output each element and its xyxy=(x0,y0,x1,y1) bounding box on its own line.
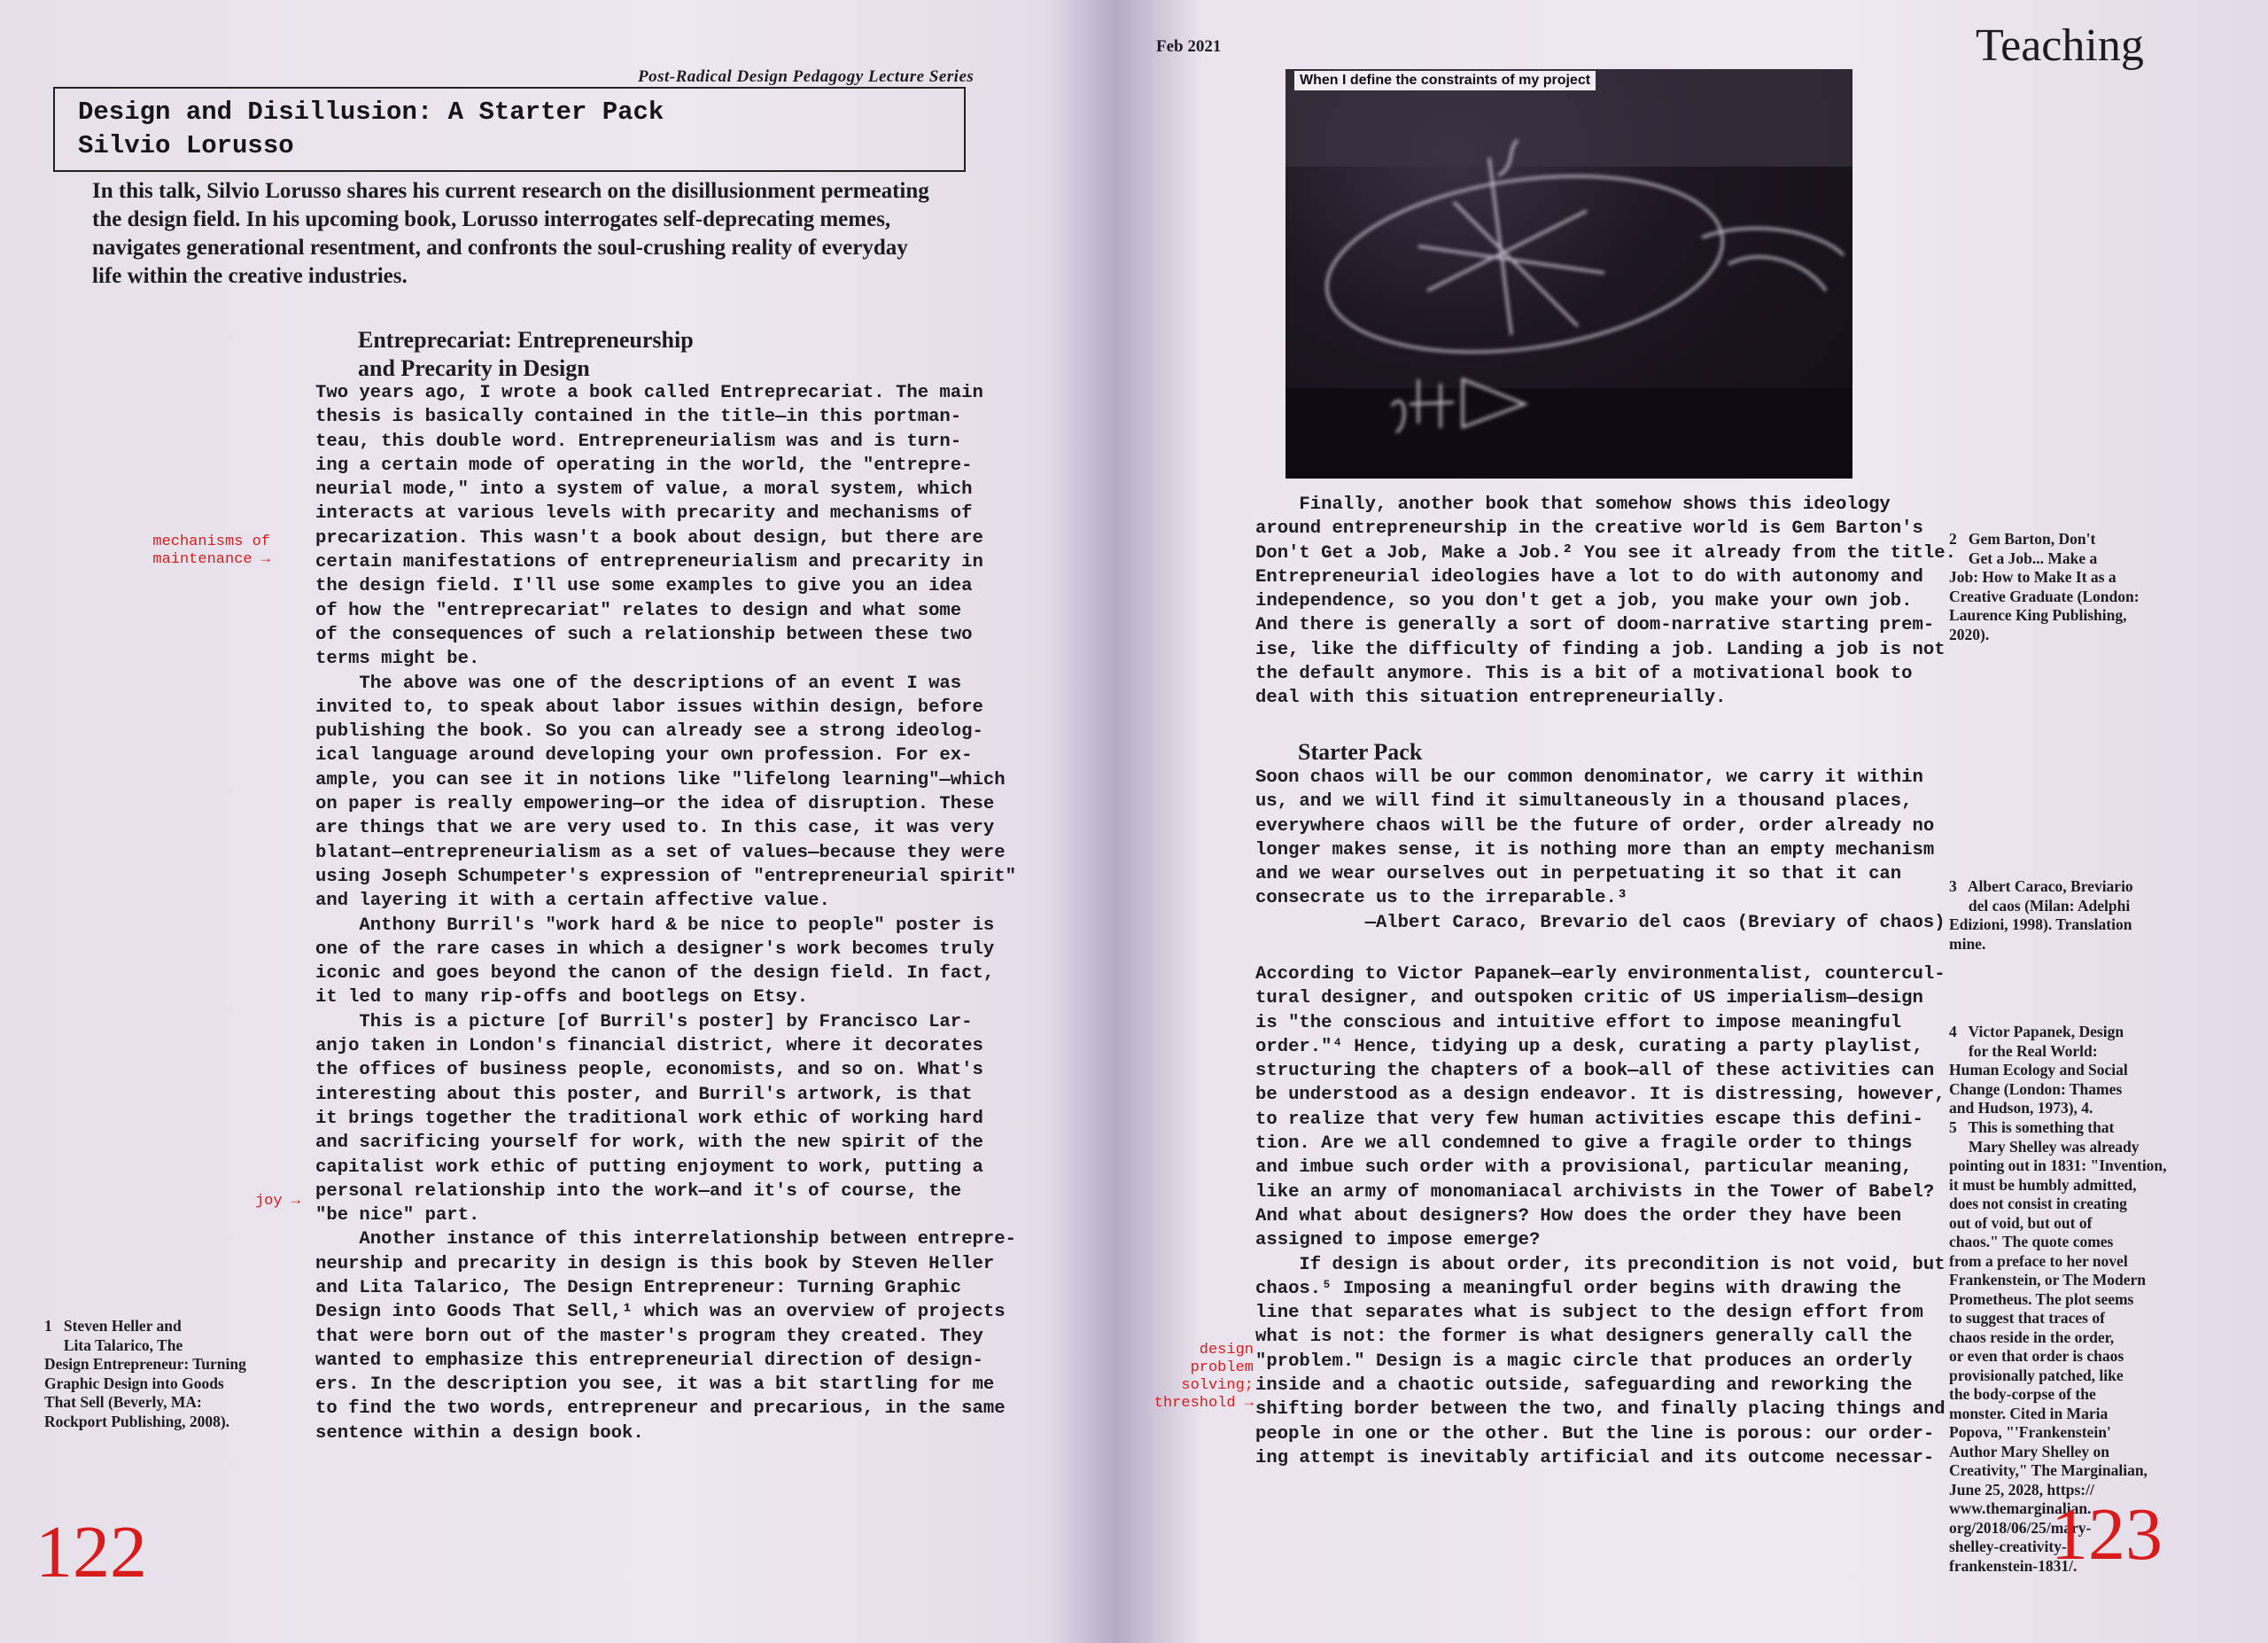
margin-note-design-problem: design problem solving; threshold → xyxy=(1153,1342,1254,1412)
footnote-3: 3 Albert Caraco, Breviario del caos (Milan: Adelphi Edizioni, 1998). Translation mine. xyxy=(1949,877,2133,953)
right-body-text-1: Finally, another book that somehow shows this ideology around entrepreneurship in the creative world is Gem Barton's Don't Get a Job, Make a Job.² You see it already from the title. Entrepreneurial ideologies have a lot to do with autonomy and independence, so you don't get a job, you make your own job. And there is generally a sort of doom-narrative starting prem- ise, like the difficulty of finding a job. Landing a job is not the default anymore. This is a bit of a motivational book to deal with this situation entrepreneurially. xyxy=(1255,494,1956,709)
title-box xyxy=(53,87,966,172)
footnote-1: 1 Steven Heller and Lita Talarico, The Design Entrepreneur: Turning Graphic Design into Goods That Sell (Beverly, MA: Rockport Publishing, 2008). xyxy=(44,1317,246,1430)
margin-note-mechanisms: mechanisms of maintenance → xyxy=(152,533,270,568)
series-label: Post-Radical Design Pedagogy Lecture Series xyxy=(638,67,975,86)
footnote-4: 4 Victor Papanek, Design for the Real World: Human Ecology and Social Change (London: Thames and Hudson, 1973), 4. xyxy=(1949,1023,2128,1117)
photo-caption: When I define the constraints of my project xyxy=(1294,71,1596,90)
article-author: Silvio Lorusso xyxy=(78,131,294,160)
page-number-right: 123 xyxy=(2051,1493,2163,1576)
abstract: In this talk, Silvio Lorusso shares his current research on the disillusionment permeating the design field. In his upcoming book, Lorusso interrogates self-deprecating memes, navigates generational resentment, and confronts the soul-crushing reality of everyday life within the creative industries. xyxy=(92,179,929,288)
section-heading-starter-pack: Starter Pack xyxy=(1298,739,1423,765)
footnote-5: 5 This is something that Mary Shelley was already pointing out in 1831: "Invention, it must be humbly admitted, does not consist in creating out of void, but out of chaos." The quote comes from a preface to her novel Frankenstein, or The Modern Prometheus. The plot seems to suggest that traces of chaos reside in the order, or even that order is chaos provisionally patched, like the body-corpse of the monster. Cited in Maria Popova, "'Frankenstein' Author Mary Shelley on Creativity," The Marginalian, June 25, 2028, https:// www.themarginalian. org/2018/06/25/mary- shelley-creativity- frankenstein-1831/. xyxy=(1949,1118,2167,1575)
right-body-text-2: According to Victor Papanek—early environmentalist, countercul- tural designer, and outspoken critic of US imperialism—design is "the conscious and intuitive effort to impose meaningful order."⁴ Hence, tidying up a desk, curating a party playlist, structuring the chapters of a book—all of these activities can be understood as a design endeavor. It is distressing, however, to realize that very few human activities escape this defini- tion. Are we all condemned to give a fragile order to things and imbue such order with a provisional, particular meaning, like an army of monomaniacal archivists in the Tower of Babel? And what about designers? How does the order they have been assigned to impose emerge? If design is about order, its precondition is not void, but chaos.⁵ Imposing a meaningful order begins with drawing the line that separates what is subject to the design effort from what is not: the former is what designers generally call the "problem." Design is a magic circle that produces an orderly inside and a chaotic outside, safeguarding and reworking the shifting border between the two, and finally placing things and people in one or the other. But the line is porous: our order- ing attempt is inevitably artificial and its outcome necessar- xyxy=(1255,964,1946,1468)
running-title: Teaching xyxy=(1976,20,2144,71)
page-number-left: 122 xyxy=(35,1511,147,1593)
right-page xyxy=(1121,0,2268,1643)
section-heading-line-2: and Precarity in Design xyxy=(358,355,590,381)
light-drawing-graphic xyxy=(1285,69,1852,479)
article-title: Design and Disillusion: A Starter Pack xyxy=(78,97,664,127)
chaos-photo xyxy=(1285,69,1852,479)
footnote-2: 2 Gem Barton, Don't Get a Job... Make a Job: How to Make It as a Creative Graduate (London: Laurence King Publishing, 2020). xyxy=(1949,530,2140,643)
running-date: Feb 2021 xyxy=(1156,37,1222,56)
left-body-text: Two years ago, I wrote a book called Entreprecariat. The main thesis is basically contained in the title—in this portman- teau, this double word. Entrepreneurialism was and is turn- ing a certain mode of operating in the world, the "entrepre- neurial mode," into a system of value, a moral system, which interacts at various levels with precarity and mechanisms of precarization. This wasn't a book about design, but there are certain manifestations of entrepreneurialism and precarity in the design field. I'll use some examples to give you an idea of how the "entreprecariat" relates to design and what some of the consequences of such a relationship between these two terms might be. The above was one of the descriptions of an event I was invited to, to speak about labor issues within design, before publishing the book. So you can already see a strong ideolog- ical language around developing your own profession. For ex- ample, you can see it in notions like "lifelong learning"—which on paper is really empowering—or the idea of disruption. These are things that we are very used to. In this case, it was very blatant—entrepreneurialism as a set of values—because they were using Joseph Schumpeter's expression of "entrepreneurial spirit" and layering it with a certain affective value. Anthony Burril's "work hard & be nice to people" poster is one of the rare cases in which a designer's work becomes truly iconic and goes beyond the canon of the design field. In fact, it led to many rip-offs and bootlegs on Etsy. This is a picture [of Burril's poster] by Francisco Lar- anjo taken in London's financial district, where it decorates the offices of business people, economists, and so on. What's interesting about this poster, and Burril's artwork, is that it brings together the traditional work ethic of working hard and sacrificing yourself for work, with the new spirit of the capitalist work ethic of putting enjoyment to work, putting a personal relationship into the work—and it's of course, the "be nice" part. Another instance of this interrelationship between entrepre- neurship and precarity in design is this book by Steven Heller and Lita Talarico, The Design Entrepreneur: Turning Graphic Design into Goods That Sell,¹ which was an overview of projects that were born out of the master's program they created. They wanted to emphasize this entrepreneurial direction of design- ers. In the description you see, it was a bit startling for me to find the two words, entrepreneur and precarious, in the same sentence within a design book. xyxy=(315,383,1016,1444)
epigraph: Soon chaos will be our common denominator, we carry it within us, and we will find it simultaneously in a thousand places, everywhere chaos will be the future of order, order already no longer makes sense, it is nothing more than an empty mechanism and we wear ourselves out in perpetuating it so that it can consecrate us to the irreparable.³ —Albert Caraco, Brevario del caos (Breviary of chaos) xyxy=(1255,767,1946,933)
margin-note-joy: joy → xyxy=(254,1193,300,1210)
section-heading-line-1: Entreprecariat: Entrepreneurship xyxy=(358,327,694,353)
left-page xyxy=(0,0,1103,1643)
